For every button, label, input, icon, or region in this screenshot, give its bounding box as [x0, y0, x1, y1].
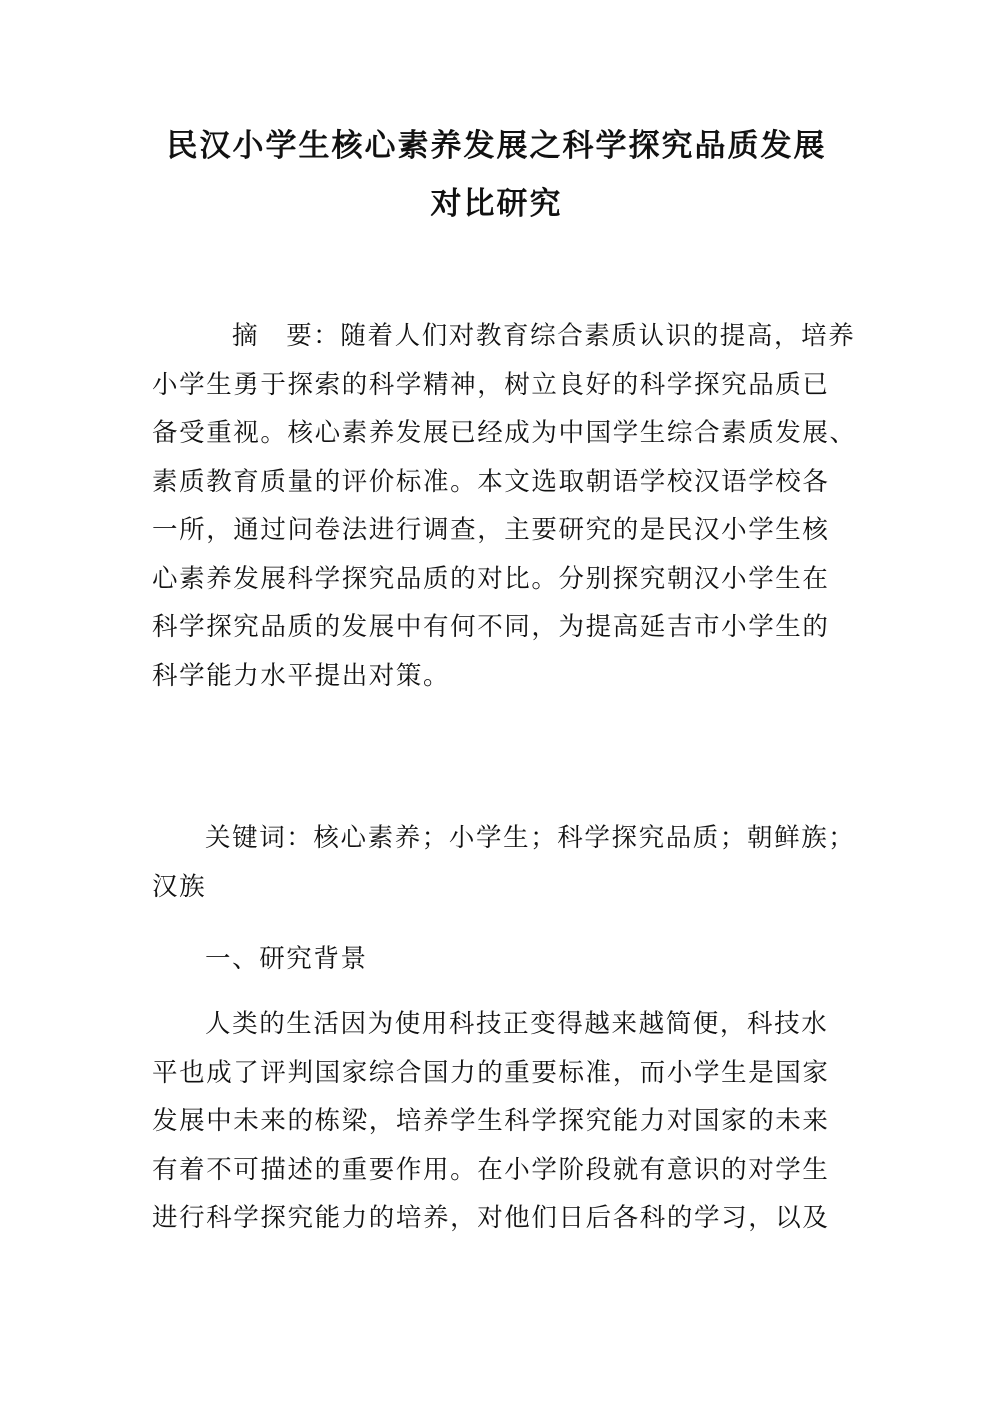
- section-heading-text: 一、研究背景: [205, 944, 368, 974]
- title-line-2: 对比研究: [430, 186, 563, 222]
- body-line: 进行科学探究能力的培养，对他们日后各科的学习，以及: [152, 1203, 830, 1233]
- body-line: 发展中未来的栋梁，培养学生科学探究能力对国家的未来: [152, 1106, 830, 1136]
- abstract-line: 摘 要：随着人们对教育综合素质认识的提高，培养: [232, 321, 856, 351]
- abstract-section: [152, 312, 857, 700]
- section-heading: [152, 935, 842, 984]
- title-line-1: 民汉小学生核心素养发展之科学探究品质发展: [166, 128, 827, 164]
- body-line: 人类的生活因为使用科技正变得越来越简便，科技水: [205, 1009, 829, 1039]
- abstract-line: 备受重视。核心素养发展已经成为中国学生综合素质发展、: [152, 418, 857, 448]
- abstract-line: 素质教育质量的评价标准。本文选取朝语学校汉语学校各: [152, 466, 830, 497]
- body-paragraph: [152, 1000, 842, 1243]
- keywords-line: 关键词：核心素养；小学生；科学探究品质；朝鲜族；: [205, 823, 856, 853]
- keywords-line: 汉族: [152, 871, 207, 902]
- body-line: 平也成了评判国家综合国力的重要标准，而小学生是国家: [152, 1057, 830, 1088]
- body-line: 有着不可描述的重要作用。在小学阶段就有意识的对学生: [152, 1154, 830, 1185]
- abstract-line: 科学探究品质的发展中有何不同，为提高延吉市小学生的: [152, 612, 830, 642]
- abstract-line: 一所，通过问卷法进行调查，主要研究的是民汉小学生核: [152, 515, 830, 545]
- document-title: [0, 117, 993, 233]
- keywords-section: [152, 814, 856, 911]
- abstract-line: 科学能力水平提出对策。: [152, 660, 451, 691]
- abstract-line: 心素养发展科学探究品质的对比。分别探究朝汉小学生在: [152, 563, 830, 594]
- abstract-line: 小学生勇于探索的科学精神，树立良好的科学探究品质已: [152, 369, 830, 400]
